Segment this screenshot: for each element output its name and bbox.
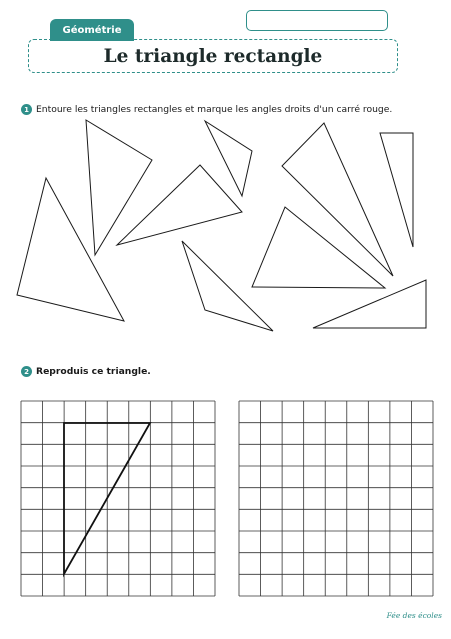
exercise-2-instruction: Reproduis ce triangle. — [36, 366, 151, 377]
exercise-1-badge: 1 — [21, 104, 32, 115]
subject-tab: Géométrie — [50, 19, 134, 41]
reproduction-grid — [239, 401, 433, 596]
exercise-2-badge: 2 — [21, 366, 32, 377]
exercise-1-instruction: Entoure les triangles rectangles et marque les angles droits d'un carré rouge. — [36, 104, 393, 115]
brand-signature: Fée des écoles — [386, 611, 442, 620]
page-title: Le triangle rectangle — [103, 45, 323, 67]
model-grid — [21, 401, 215, 596]
